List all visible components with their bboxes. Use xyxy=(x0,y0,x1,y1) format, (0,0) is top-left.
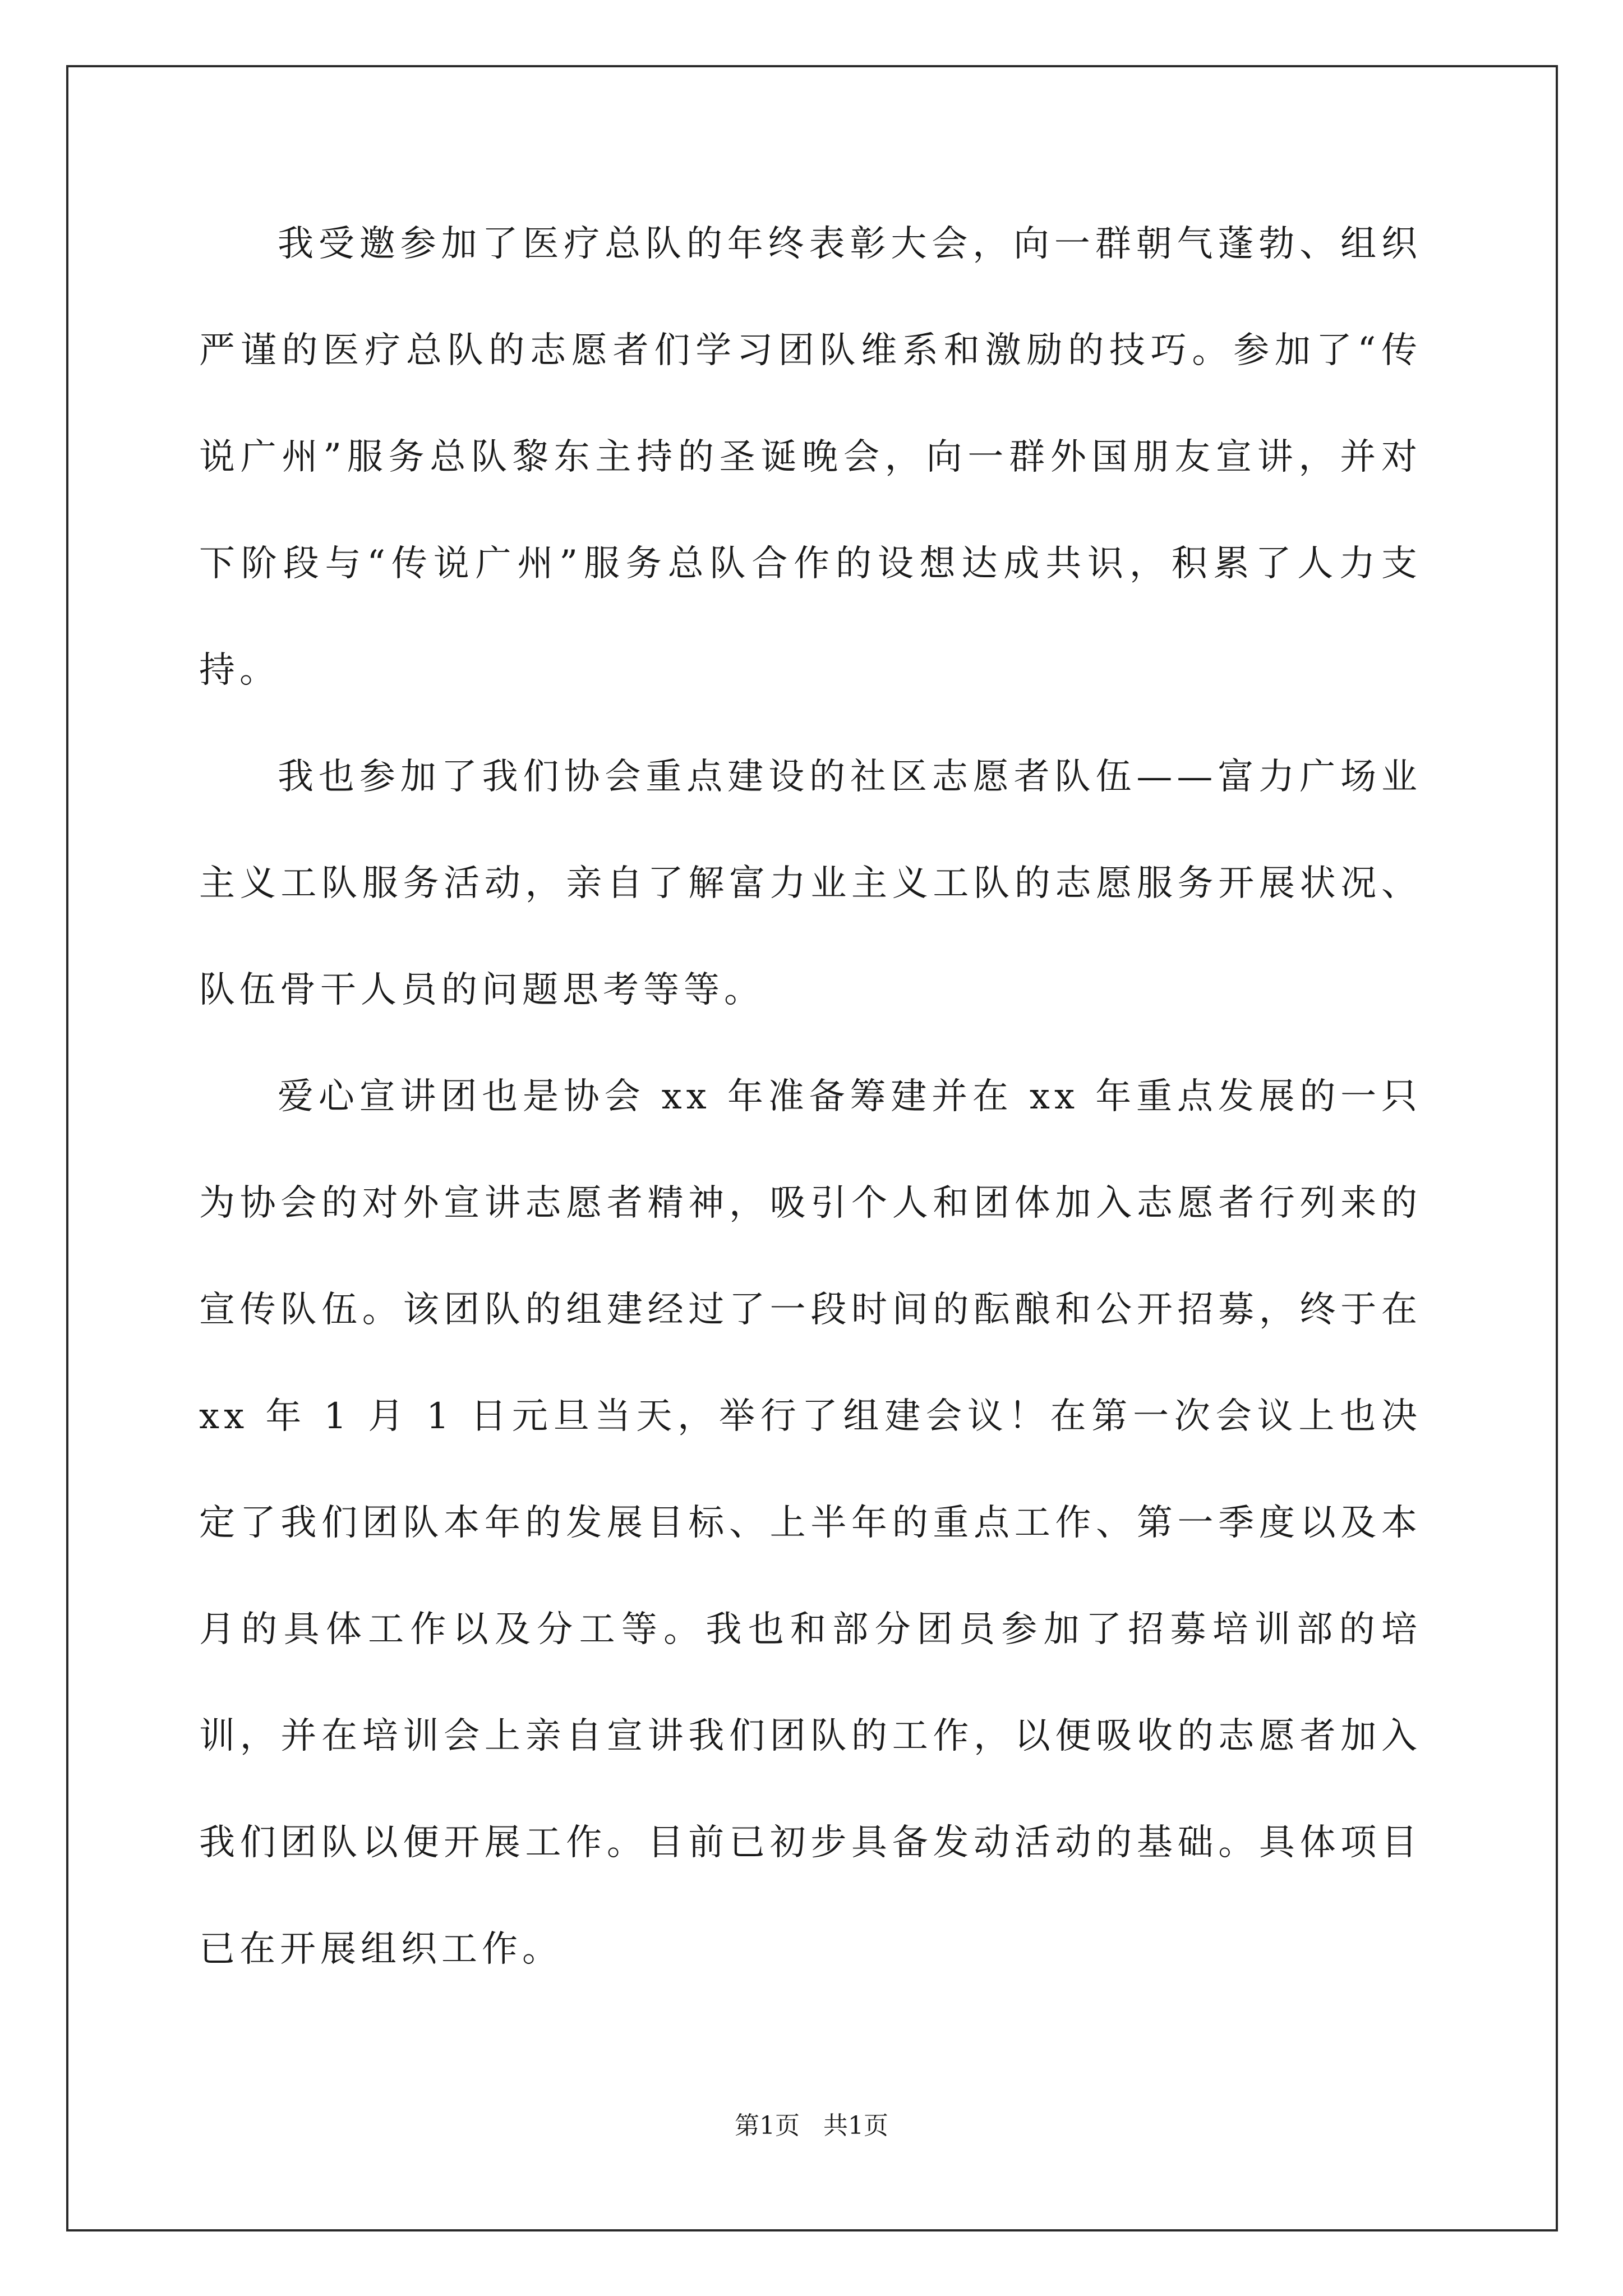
paragraph-3: 爱心宣讲团也是协会 xx 年准备筹建并在 xx 年重点发展的一只为协会的对外宣讲志愿者精神，吸引个人和团体加入志愿者行列来的宣传队伍。该团队的组建经过了一段时间的酝酿和公开招募，终于在 xx 年 1 月 1 日元旦当天，举行了组建会议！在第一次会议上也决定了我们团队本年的发展目标、上半年的重点工作、第一季度以及本月的具体工作以及分工等。我也和部分团员参加了招募培训部的培训，并在培训会上亲自宣讲我们团队的工作，以便吸收的志愿者加入我们团队以便开展工作。目前已初步具备发动活动的基础。具体项目已在开展组织工作。 xyxy=(199,1076,1422,1970)
document-body xyxy=(199,191,1422,2003)
paragraph-2: 我也参加了我们协会重点建设的社区志愿者队伍——富力广场业主义工队服务活动，亲自了解富力业主义工队的志愿服务开展状况、队伍骨干人员的问题思考等等。 xyxy=(199,756,1422,1011)
paragraph-1: 我受邀参加了医疗总队的年终表彰大会，向一群朝气蓬勃、组织严谨的医疗总队的志愿者们学习团队维系和激励的技巧。参加了“传说广州”服务总队黎东主持的圣诞晚会，向一群外国朋友宣讲，并对下阶段与“传说广州”服务总队合作的设想达成共识，积累了人力支持。 xyxy=(199,223,1422,691)
page-number-footer: 第1页 共1页 xyxy=(735,2111,888,2140)
